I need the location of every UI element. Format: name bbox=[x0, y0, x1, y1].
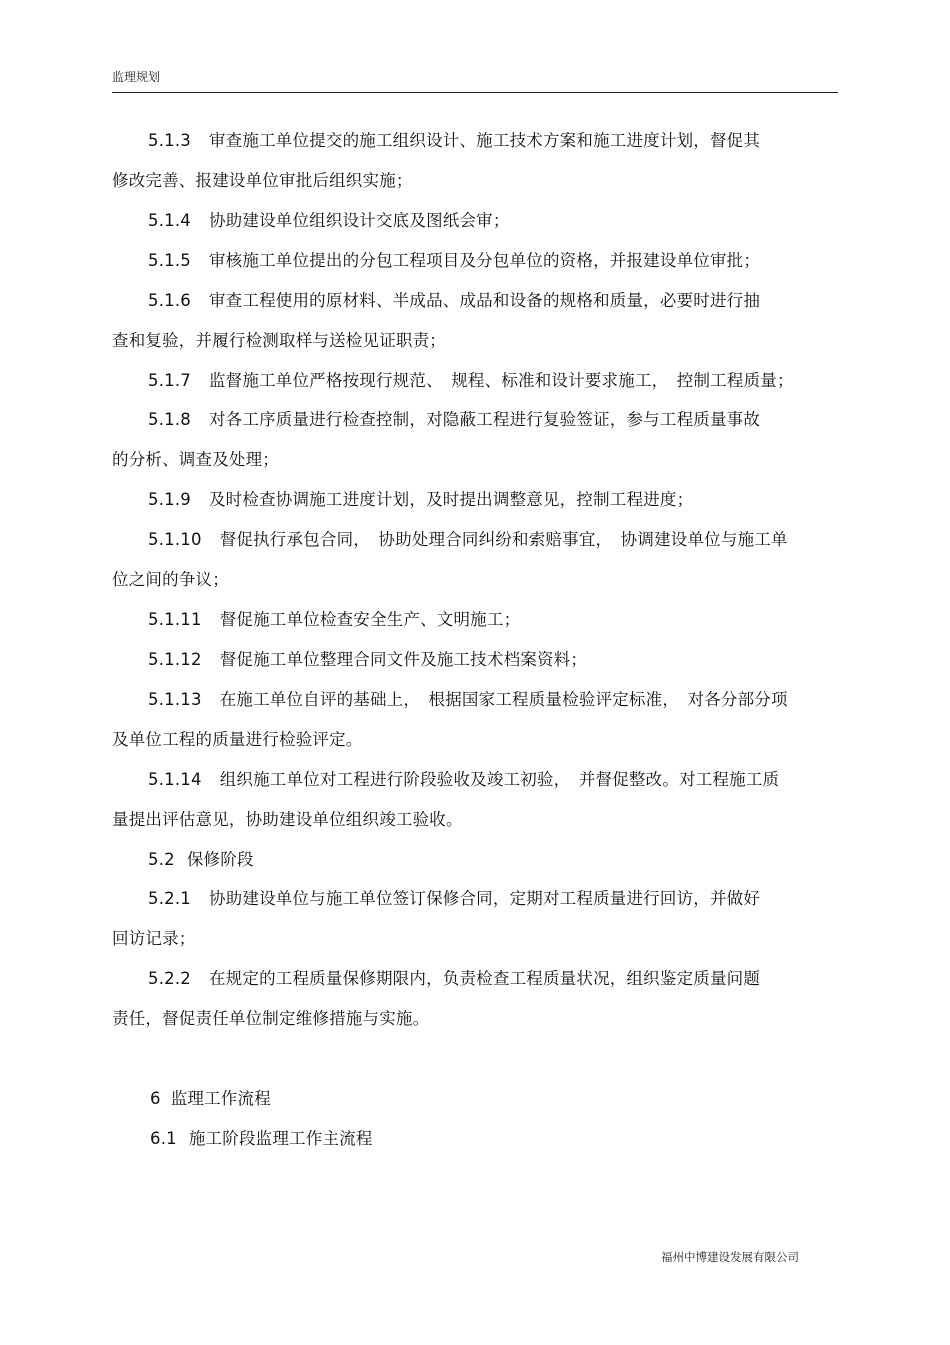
item-text: 在规定的工程质量保修期限内，负责检查工程质量状况，组织鉴定质量问题 bbox=[208, 969, 761, 988]
item-number: 5.2.1 bbox=[148, 889, 191, 908]
page-header bbox=[112, 66, 838, 93]
item-5-1-14-line1 bbox=[148, 770, 779, 790]
item-text: 协助建设单位与施工单位签订保修合同，定期对工程质量进行回访，并做好 bbox=[208, 889, 761, 908]
item-5-1-9 bbox=[148, 490, 693, 510]
footer-company: 福州中博建设发展有限公司 bbox=[661, 1250, 799, 1264]
item-number: 5.1.12 bbox=[148, 650, 202, 669]
section-number: 6.1 bbox=[150, 1129, 177, 1148]
item-text: 督促执行承包合同， 协助处理合同纠纷和索赔事宜， 协调建设单位与施工单 bbox=[219, 530, 788, 549]
item-number: 5.1.13 bbox=[148, 690, 202, 709]
item-number: 5.1.3 bbox=[148, 131, 191, 150]
item-5-1-8-line1 bbox=[148, 410, 760, 430]
item-5-1-11 bbox=[148, 610, 520, 630]
item-5-1-6-line2: 查和复验，并履行检测取样与送检见证职责； bbox=[112, 331, 446, 350]
item-5-2-1-line2: 回访记录； bbox=[112, 929, 196, 948]
item-5-1-3-line2: 修改完善、报建设单位审批后组织实施； bbox=[112, 171, 413, 190]
item-number: 5.1.7 bbox=[148, 371, 191, 390]
item-5-1-8-line2: 的分析、调查及处理； bbox=[112, 450, 279, 469]
section-6-heading bbox=[150, 1089, 271, 1109]
item-text: 及时检查协调施工进度计划，及时提出调整意见，控制工程进度； bbox=[208, 490, 694, 509]
section-number: 6 bbox=[150, 1089, 161, 1108]
item-text: 协助建设单位组织设计交底及图纸会审； bbox=[208, 211, 510, 230]
item-number: 5.1.4 bbox=[148, 211, 191, 230]
item-text: 审查工程使用的原材料、半成品、成品和设备的规格和质量，必要时进行抽 bbox=[208, 291, 761, 310]
item-number: 5.1.9 bbox=[148, 490, 191, 509]
item-text: 监督施工单位严格按现行规范、 规程、标准和设计要求施工， 控制工程质量； bbox=[208, 371, 794, 390]
item-5-1-14-line2: 量提出评估意见，协助建设单位组织竣工验收。 bbox=[112, 810, 463, 829]
section-number: 5.2 bbox=[148, 850, 175, 869]
item-text: 审查施工单位提交的施工组织设计、施工技术方案和施工进度计划，督促其 bbox=[208, 131, 761, 150]
item-text: 督促施工单位检查安全生产、文明施工； bbox=[219, 610, 521, 629]
item-5-2-2-line2: 责任，督促责任单位制定维修措施与实施。 bbox=[112, 1009, 430, 1028]
section-6-1-heading bbox=[150, 1129, 373, 1149]
section-title: 监理工作流程 bbox=[170, 1089, 271, 1108]
item-5-1-5 bbox=[148, 251, 760, 271]
item-5-1-13-line2: 及单位工程的质量进行检验评定。 bbox=[112, 730, 363, 749]
item-5-1-7 bbox=[148, 371, 794, 391]
section-5-2-heading bbox=[148, 850, 254, 870]
item-text: 审核施工单位提出的分包工程项目及分包单位的资格，并报建设单位审批； bbox=[208, 251, 761, 270]
item-5-2-1-line1 bbox=[148, 889, 760, 909]
section-title: 施工阶段监理工作主流程 bbox=[188, 1129, 373, 1148]
item-5-1-3-line1 bbox=[148, 131, 760, 151]
item-text: 对各工序质量进行检查控制，对隐蔽工程进行复验签证，参与工程质量事故 bbox=[208, 410, 761, 429]
item-5-1-6-line1 bbox=[148, 291, 760, 311]
item-5-2-2-line1 bbox=[148, 969, 760, 989]
item-5-1-13-line1 bbox=[148, 690, 788, 710]
item-text: 督促施工单位整理合同文件及施工技术档案资料； bbox=[219, 650, 588, 669]
item-5-1-12 bbox=[148, 650, 587, 670]
header-title: 监理规划 bbox=[112, 70, 161, 84]
item-5-1-10-line1 bbox=[148, 530, 788, 550]
item-5-1-4 bbox=[148, 211, 510, 231]
item-text: 在施工单位自评的基础上， 根据国家工程质量检验评定标准， 对各分部分项 bbox=[219, 690, 788, 709]
item-number: 5.1.5 bbox=[148, 251, 191, 270]
item-text: 组织施工单位对工程进行阶段验收及竣工初验， 并督促整改。对工程施工质 bbox=[219, 770, 780, 789]
item-number: 5.1.14 bbox=[148, 770, 202, 789]
item-number: 5.2.2 bbox=[148, 969, 191, 988]
section-title: 保修阶段 bbox=[186, 850, 254, 869]
item-5-1-10-line2: 位之间的争议； bbox=[112, 570, 229, 589]
item-number: 5.1.10 bbox=[148, 530, 202, 549]
item-number: 5.1.11 bbox=[148, 610, 202, 629]
item-number: 5.1.6 bbox=[148, 291, 191, 310]
item-number: 5.1.8 bbox=[148, 410, 191, 429]
